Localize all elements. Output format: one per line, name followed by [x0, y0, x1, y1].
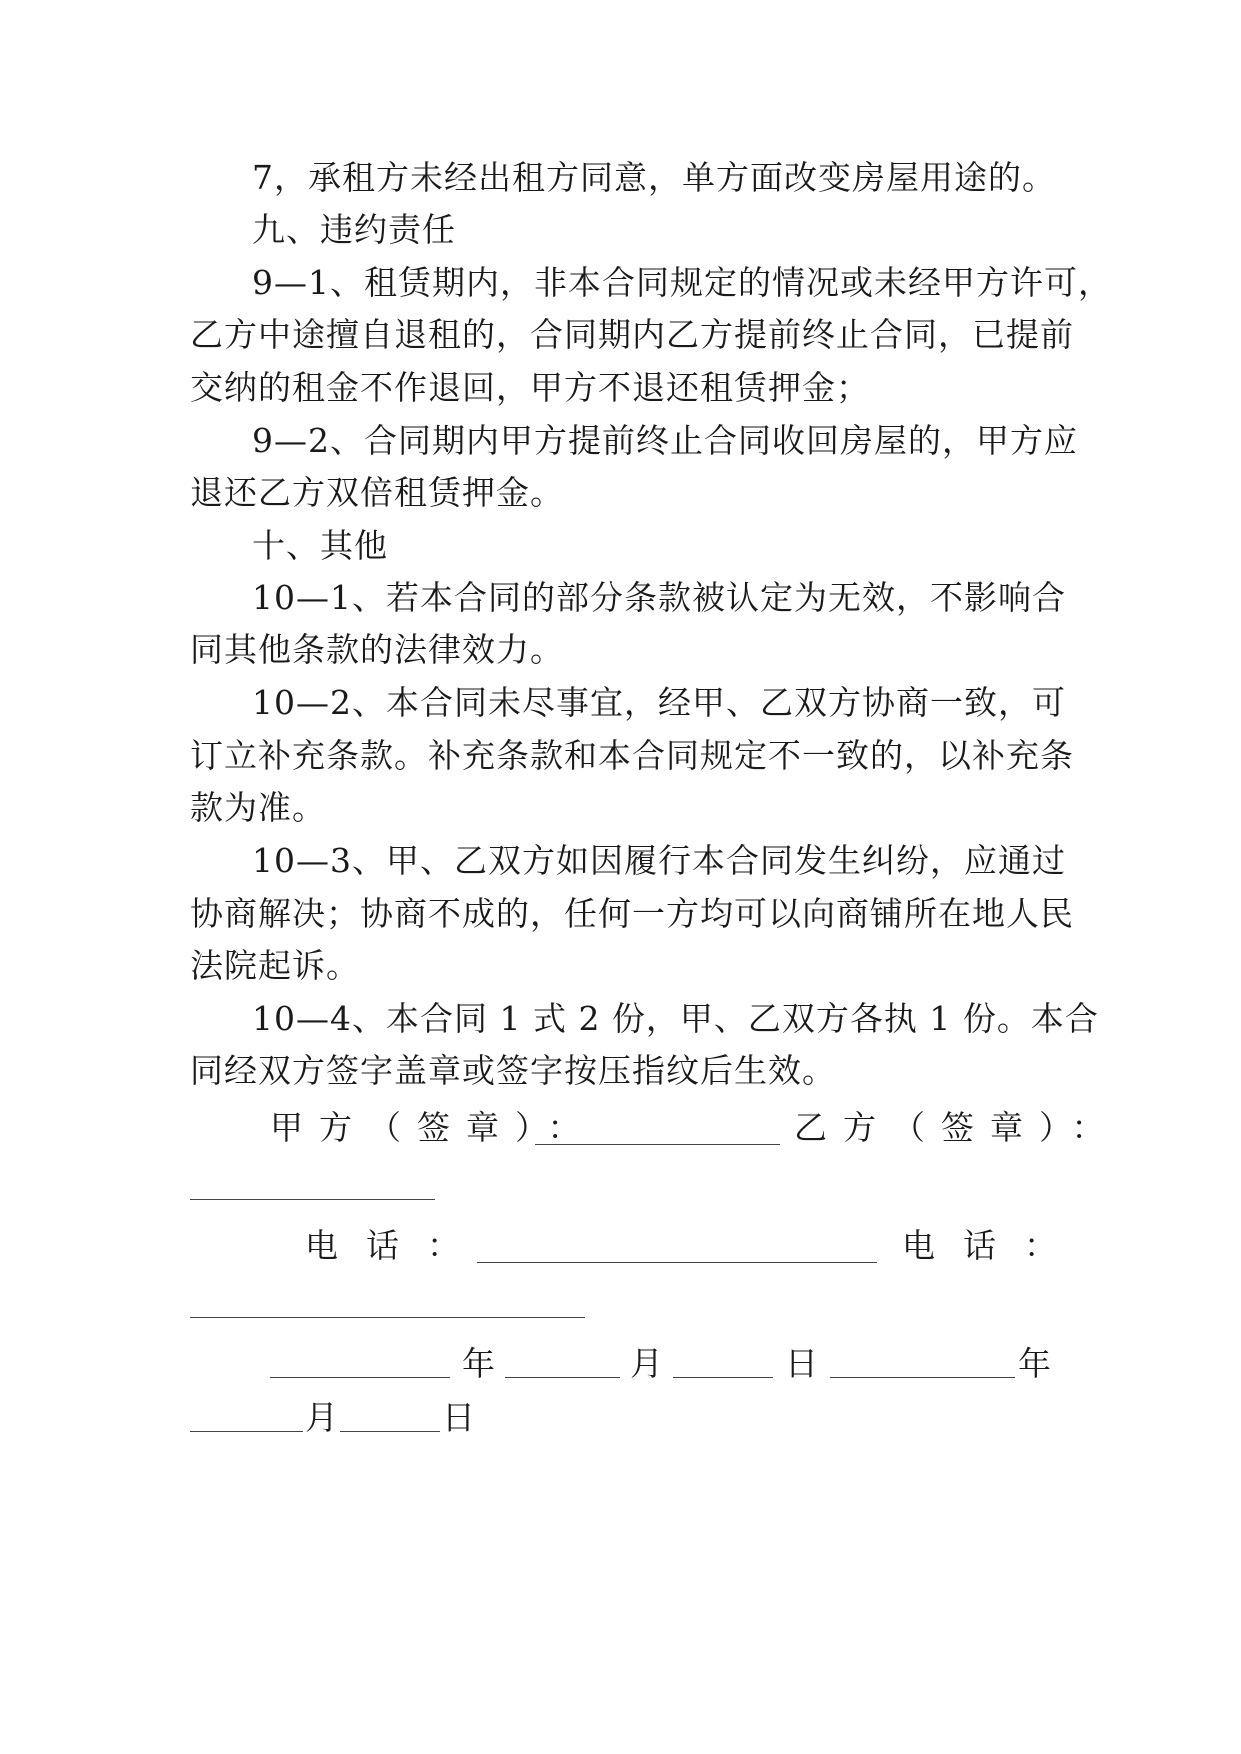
clause-10-1-line-2: 同其他条款的法律效力。	[190, 630, 564, 669]
section-heading-10: 十、其他	[252, 526, 388, 565]
clause-10-3-line-2: 协商解决；协商不成的，任何一方均可以向商铺所在地人民	[190, 894, 1074, 933]
clause-10-2-line-1: 10—2、本合同未尽事宜，经甲、乙双方协商一致，可	[252, 683, 1066, 722]
party-a-month-label: 月	[630, 1344, 663, 1383]
section-heading-9: 九、违约责任	[252, 210, 456, 249]
party-b-month-label: 月	[305, 1398, 338, 1437]
clause-7-text: 7，承租方未经出租方同意，单方面改变房屋用途的。	[252, 158, 1056, 197]
party-b-phone-blank[interactable]	[190, 1316, 585, 1318]
clause-9-2-line-2: 退还乙方双倍租赁押金。	[190, 473, 564, 512]
clause-10-1-line-1: 10—1、若本合同的部分条款被认定为无效，不影响合	[252, 578, 1066, 617]
party-a-phone-label: 电话：	[305, 1226, 488, 1265]
party-a-year-label: 年	[462, 1344, 495, 1383]
party-b-year-blank[interactable]	[830, 1376, 1015, 1378]
clause-9-1-line-2: 乙方中途擅自退租的，合同期内乙方提前终止合同，已提前	[190, 315, 1074, 354]
party-a-day-label: 日	[785, 1344, 818, 1383]
party-b-signature-label: 乙方（签章）：	[794, 1108, 1121, 1147]
party-a-signature-label: 甲方（签章）：	[270, 1108, 597, 1147]
clause-10-4-line-1: 10—4、本合同 1 式 2 份，甲、乙双方各执 1 份。本合	[252, 999, 1099, 1038]
party-b-day-blank[interactable]	[340, 1430, 440, 1432]
clause-10-2-line-2: 订立补充条款。补充条款和本合同规定不一致的，以补充条	[190, 736, 1074, 775]
party-a-phone-blank[interactable]	[477, 1261, 877, 1263]
clause-9-1-line-1: 9—1、租赁期内，非本合同规定的情况或未经甲方许可，	[252, 263, 1112, 302]
clause-9-2-line-1: 9—2、合同期内甲方提前终止合同收回房屋的，甲方应	[252, 421, 1078, 460]
clause-10-4-line-2: 同经双方签字盖章或签字按压指纹后生效。	[190, 1051, 836, 1090]
party-b-phone-label: 电话：	[902, 1226, 1085, 1265]
party-b-signature-blank[interactable]	[190, 1198, 435, 1200]
party-a-day-blank[interactable]	[673, 1376, 773, 1378]
party-a-month-blank[interactable]	[505, 1376, 620, 1378]
party-b-month-blank[interactable]	[190, 1430, 303, 1432]
party-b-year-label: 年	[1018, 1344, 1051, 1383]
clause-10-3-line-1: 10—3、甲、乙双方如因履行本合同发生纠纷，应通过	[252, 841, 1066, 880]
clause-10-3-line-3: 法院起诉。	[190, 946, 360, 985]
clause-10-2-line-3: 款为准。	[190, 788, 326, 827]
party-a-signature-blank[interactable]	[535, 1143, 780, 1145]
party-a-year-blank[interactable]	[270, 1376, 450, 1378]
party-b-day-label: 日	[442, 1398, 475, 1437]
clause-9-1-line-3: 交纳的租金不作退回，甲方不退还租赁押金；	[190, 368, 870, 407]
